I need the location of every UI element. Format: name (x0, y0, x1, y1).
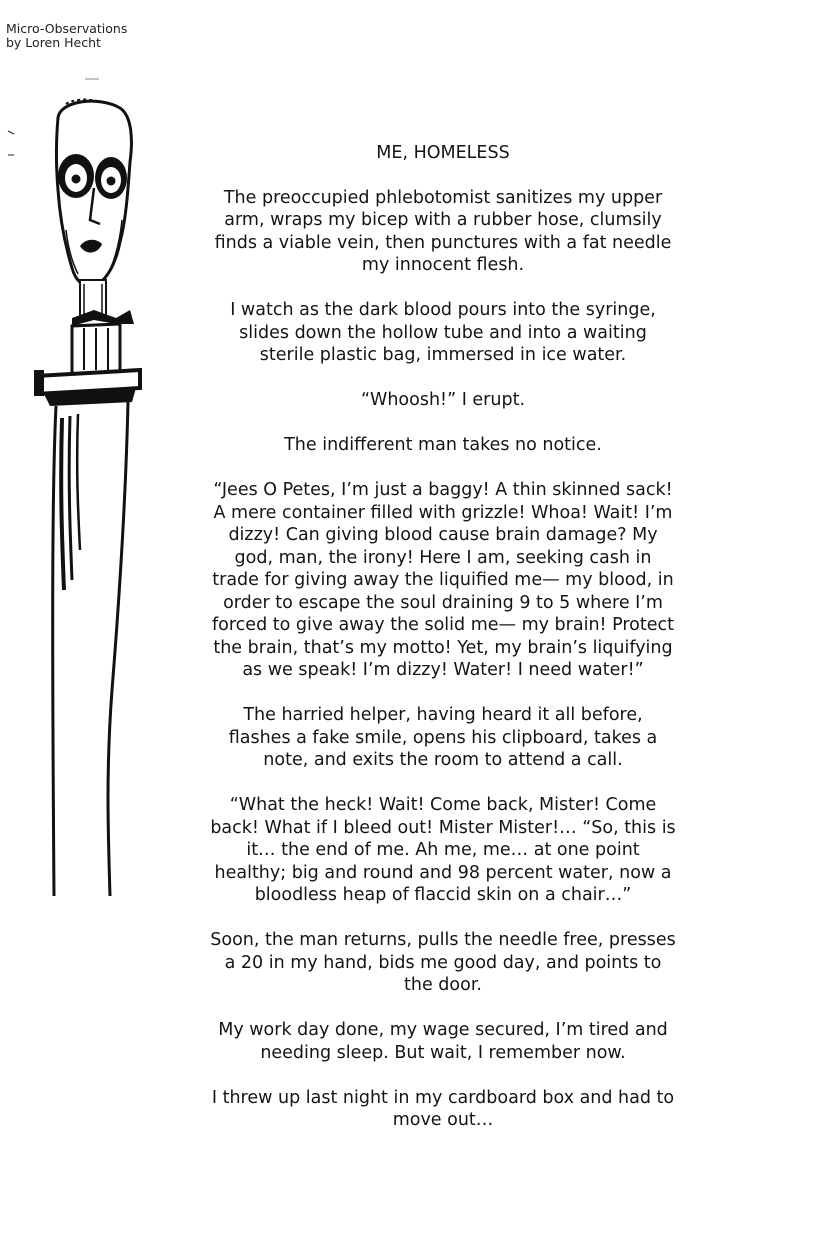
poem (210, 142, 676, 1154)
poem-stanza: I watch as the dark blood pours into the syringe, slides down the hollow tube and into a waiting sterile plastic bag, immersed in ice water. (230, 300, 656, 365)
poem-stanza: The indifferent man takes no notice. (284, 435, 602, 455)
poem-stanza: Soon, the man returns, pulls the needle free, presses a 20 in my hand, bids me good day, and points to the door. (210, 930, 676, 995)
figure-on-column-illustration-icon (0, 70, 150, 900)
poem-stanza: “Jees O Petes, I’m just a baggy! A thin skinned sack! A mere container filled with grizzle! Whoa! Wait! I’m dizzy! Can giving blood cause brain damage? My god, man, the irony! Here I am, seeking cash in trade for giving away the liquified me— my blood, in order to escape the soul draining 9 to 5 where I’m forced to give away the solid me— my brain! Protect the brain, that’s my motto! Yet, my brain’s liquifying as we speak! I’m dizzy! Water! I need water!” (212, 480, 674, 680)
header (6, 22, 127, 50)
author-byline: by Loren Hecht (6, 35, 101, 50)
poem-stanza: The preoccupied phlebotomist sanitizes my upper arm, wraps my bicep with a rubber hose, clumsily finds a viable vein, then punctures with a fat needle my innocent flesh. (214, 187, 672, 275)
poem-stanza: My work day done, my wage secured, I’m tired and needing sleep. But wait, I remember now. (218, 1020, 668, 1063)
poem-stanza: “What the heck! Wait! Come back, Mister! Come back! What if I bleed out! Mister Mister!… “So, this is it… the end of me. Ah me, me… at one point healthy; big and round and 98 percent water, now a bloodless heap of flaccid skin on a chair…” (210, 795, 676, 905)
series-title: Micro-Observations (6, 21, 128, 36)
poem-stanza: “Whoosh!” I erupt. (360, 390, 526, 410)
poem-title: ME, HOMELESS (376, 143, 510, 163)
poem-stanza: I threw up last night in my cardboard box and had to move out… (211, 1087, 675, 1130)
poem-stanza: The harried helper, having heard it all before, flashes a fake smile, opens his clipboard, takes a note, and exits the room to attend a call. (228, 705, 658, 770)
